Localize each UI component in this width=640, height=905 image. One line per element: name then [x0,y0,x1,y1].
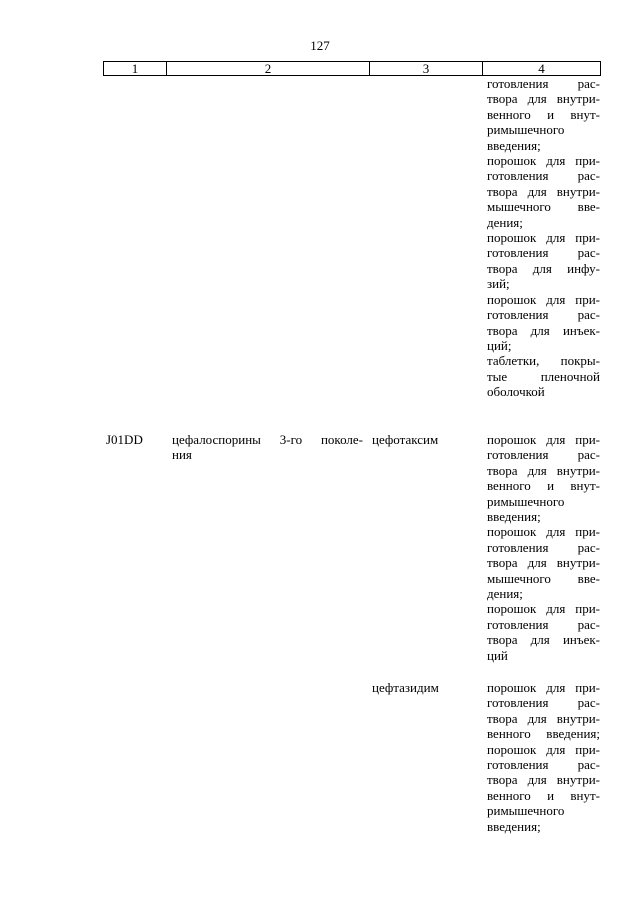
page-number: 127 [310,38,330,53]
dosage-form-line: порошок для при- [487,741,600,757]
dosage-form-line: порошок для при- [487,230,600,246]
drug-name-cefotaxime: цефотаксим [372,432,439,447]
atc-code: J01DD [106,432,143,447]
dosage-form-line: мышечного вве- [487,570,600,586]
dosage-form-line: готовления рас- [487,447,600,463]
dosage-form-line: венного и внут- [487,787,600,803]
dosage-form-line: порошок для при- [487,153,600,169]
dosage-form-line: твора для внутри- [487,555,600,571]
dosage-form-line: твора для внутри- [487,462,600,478]
dosage-form-line: введения; [487,818,541,834]
atc-group-line2: ния [172,447,192,462]
dosage-form-line: готовления рас- [487,616,600,632]
dosage-form-line: зий; [487,276,510,292]
dosage-form-line: твора для внутри- [487,710,600,726]
dosage-form-line: таблетки, покры- [487,353,600,369]
dosage-form-line: римышечного [487,493,565,509]
dosage-form-line: готовления рас- [487,539,600,555]
dosage-form-line: готовления рас- [487,168,600,184]
table-header [103,61,601,76]
dosage-form-line: венного и внут- [487,106,600,122]
dosage-forms-continued [487,76,600,400]
dosage-form-line: римышечного [487,122,565,138]
dosage-form-line: порошок для при- [487,432,600,447]
header-col-1: 1 [104,62,167,76]
header-col-2: 2 [167,62,370,76]
dosage-form-line: дения; [487,214,523,230]
dosage-form-line: готовления рас- [487,307,600,323]
dosage-form-line: готовления рас- [487,757,600,773]
dosage-form-line: ций; [487,337,512,353]
dosage-form-line: твора для инъек- [487,632,600,648]
dosage-form-line: порошок для при- [487,601,600,617]
dosage-form-line: твора для инъек- [487,322,600,338]
dosage-form-line: мышечного вве- [487,199,600,215]
dosage-form-line: готовления рас- [487,245,600,261]
header-col-4: 4 [483,62,601,76]
dosage-form-line: готовления рас- [487,695,600,711]
dosage-form-line: порошок для при- [487,524,600,540]
atc-group-line1: цефалоспорины 3-го поколе- [172,432,363,447]
drug-name-ceftazidime: цефтазидим [372,680,439,695]
dosage-form-line: венного введения; [487,726,600,742]
header-col-3: 3 [370,62,483,76]
dosage-form-line: твора для внутри- [487,183,600,199]
dosage-form-line: ций [487,647,508,663]
dosage-form-line: введения; [487,137,541,153]
dosage-form-line: римышечного [487,803,565,819]
dosage-form-line: оболочкой [487,384,545,400]
dosage-form-line: порошок для при- [487,291,600,307]
dosage-form-line: твора для внутри- [487,772,600,788]
dosage-form-line: венного и внут- [487,478,600,494]
dosage-form-line: готовления рас- [487,76,600,91]
dosage-form-line: тые пленочной [487,368,600,384]
dosage-form-line: порошок для при- [487,680,600,695]
dosage-form-line: твора для инфу- [487,260,600,276]
dosage-form-line: введения; [487,509,541,525]
dosage-form-line: твора для внутри- [487,91,600,107]
dosage-form-line: дения; [487,586,523,602]
dosage-forms-ceftazidime [487,680,600,834]
dosage-forms-cefotaxime [487,432,600,663]
